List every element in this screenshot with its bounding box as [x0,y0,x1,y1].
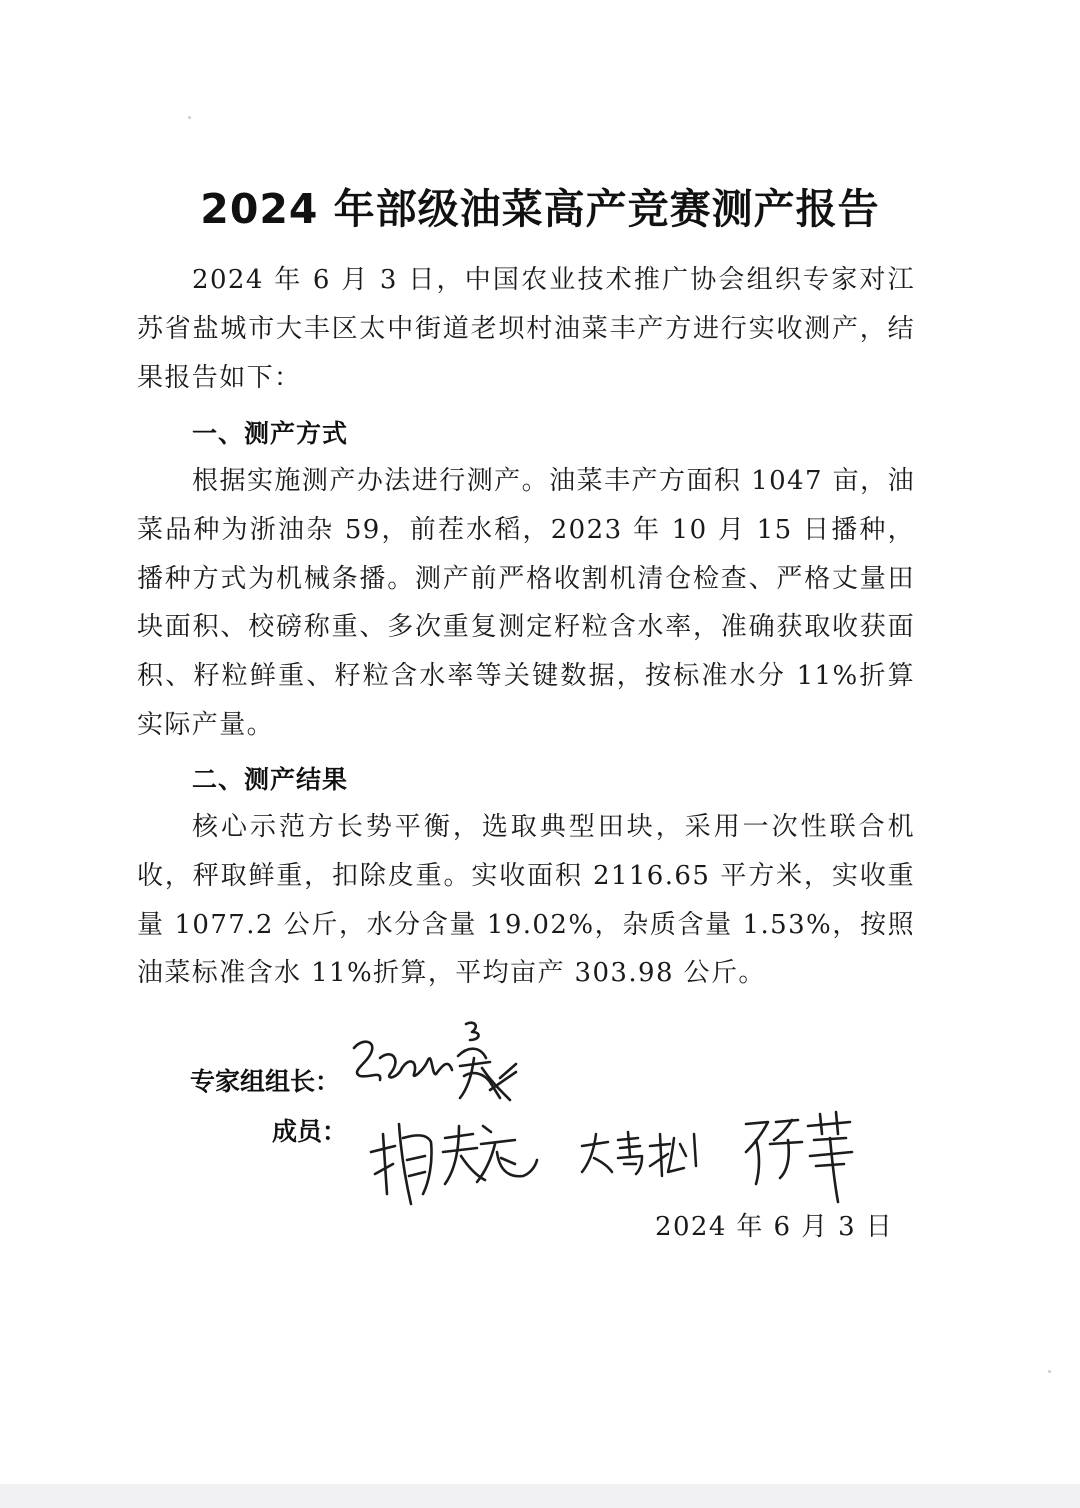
document-title: 2024 年部级油菜高产竞赛测产报告 [200,185,880,233]
member-signature-3 [740,1104,860,1204]
section1-body: 根据实施测产办法进行测产。油菜丰产方面积 1047 亩，油菜品种为浙油杂 59，前茬水稻，2023 年 10 月 15 日播种，播种方式为机械条播。测产前严格收割机清仓检查、严格丈量田块面积、校磅称重、多次重复测定籽粒含水率，准确获取收获面积、籽粒鲜重、籽粒含水率等关键数据，按标准水分 11%折算实际产量。 [137,466,915,740]
bottom-strip [0,1484,1080,1508]
member-signature-2 [578,1126,710,1182]
section1-heading: 一、测产方式 [192,419,349,448]
section2-heading: 二、测产结果 [192,765,349,794]
leader-signature [340,1018,530,1110]
member-signature-1 [365,1098,545,1210]
section2-body: 核心示范方长势平衡，选取典型田块，采用一次性联合机收，秤取鲜重，扣除皮重。实收面积 2116.65 平方米，实收重量 1077.2 公斤，水分含量 19.02%，杂质含量 1.53%，按照油菜标准含水 11%折算，平均亩产 303.98 公斤。 [137,812,915,989]
intro-paragraph: 2024 年 6 月 3 日，中国农业技术推广协会组织专家对江苏省盐城市大丰区太中街道老坝村油菜丰产方进行实收测产，结果报告如下： [137,265,915,393]
scan-speck [188,116,191,119]
members-label: 成员： [272,1117,348,1146]
document-date: 2024 年 6 月 3 日 [655,1212,894,1242]
scan-speck [1048,1370,1051,1373]
leader-label: 专家组组长： [190,1067,341,1096]
